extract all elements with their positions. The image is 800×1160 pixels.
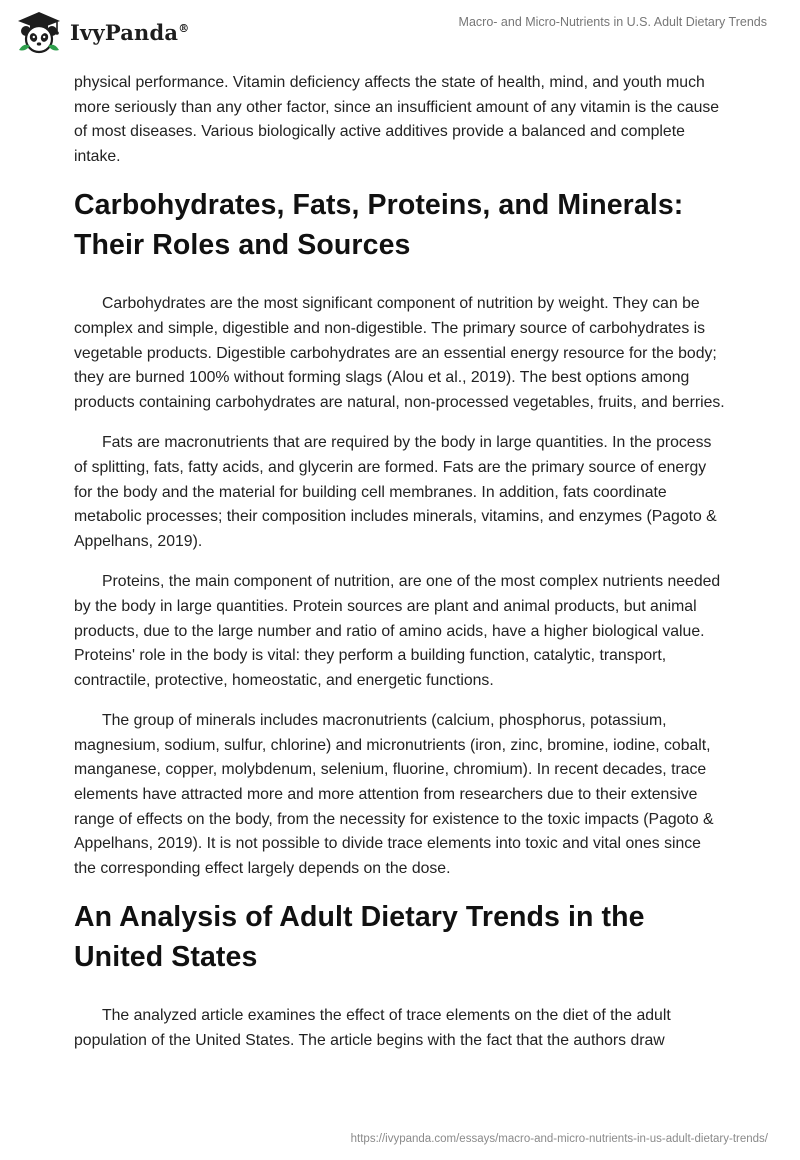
paragraph-carbohydrates: Carbohydrates are the most significant component of nutrition by weight. They can be complex and simple, digestible and non-digestible. The primary source of carbohydrates is vegetable products. Digestible carbohydrates are an essential energy resource for the body; they are burned 100% without forming slags (Alou et al., 2019). The best options among products containing carbohydrates are natural, non-processed vegetables, fruits, and berries. (74, 295, 725, 411)
intro-paragraph: physical performance. Vitamin deficiency affects the state of health, mind, and youth much more seriously than any other factor, since an insufficient amount of any vitamin is the cause of most diseases. Various biologically active additives provide a balanced and complete intake. (74, 74, 720, 165)
page-header (0, 0, 800, 66)
paragraph-minerals: The group of minerals includes macronutrients (calcium, phosphorus, potassium, magnesium, sodium, sulfur, chlorine) and micronutrients (iron, zinc, bromine, iodine, cobalt, manganese, copper, molybdenum, selenium, fluorine, chromium). In recent decades, trace elements have attracted more and more attention from researchers due to their extensive range of effects on the body, from the necessity for existence to the toxic impacts (Pagoto & Appelhans, 2019). It is not possible to divide trace elements into toxic and vital ones since the corresponding effect largely depends on the dose. (74, 712, 714, 877)
section-heading-dietary-trends: An Analysis of Adult Dietary Trends in the United States (74, 901, 645, 974)
source-url[interactable]: https://ivypanda.com/essays/macro-and-micro-nutrients-in-us-adult-dietary-trends/ (350, 1133, 768, 1145)
paragraph-proteins: Proteins, the main component of nutrition, are one of the most complex nutrients needed by the body in large quantities. Protein sources are plant and animal products, but animal products, due to the large number and ratio of amino acids, have a higher biological value. Proteins' role in the body is vital: they perform a building function, catalytic, transport, contractile, protective, homeostatic, and energetic functions. (74, 573, 721, 689)
paragraph-fats: Fats are macronutrients that are required by the body in large quantities. In the process of splitting, fats, fatty acids, and glycerin are formed. Fats are the primary source of energy for the body and the material for building cell membranes. In addition, fats coordinate metabolic processes; their composition includes minerals, vitamins, and enzymes (Pagoto & Appelhans, 2019). (74, 434, 717, 550)
brand-name: IvyPanda® (70, 19, 190, 45)
document-title: Macro- and Micro-Nutrients in U.S. Adult Dietary Trends (458, 15, 767, 29)
section-heading-nutrients: Carbohydrates, Fats, Proteins, and Minerals: Their Roles and Sources (74, 189, 684, 262)
ivypanda-logo[interactable] (16, 10, 189, 54)
registered-mark: ® (178, 21, 190, 35)
essay-body (74, 71, 726, 1070)
panda-graduate-icon (16, 10, 62, 54)
paragraph-article-analysis: The analyzed article examines the effect of trace elements on the diet of the adult population of the United States. The article begins with the fact that the authors draw (74, 1007, 671, 1050)
